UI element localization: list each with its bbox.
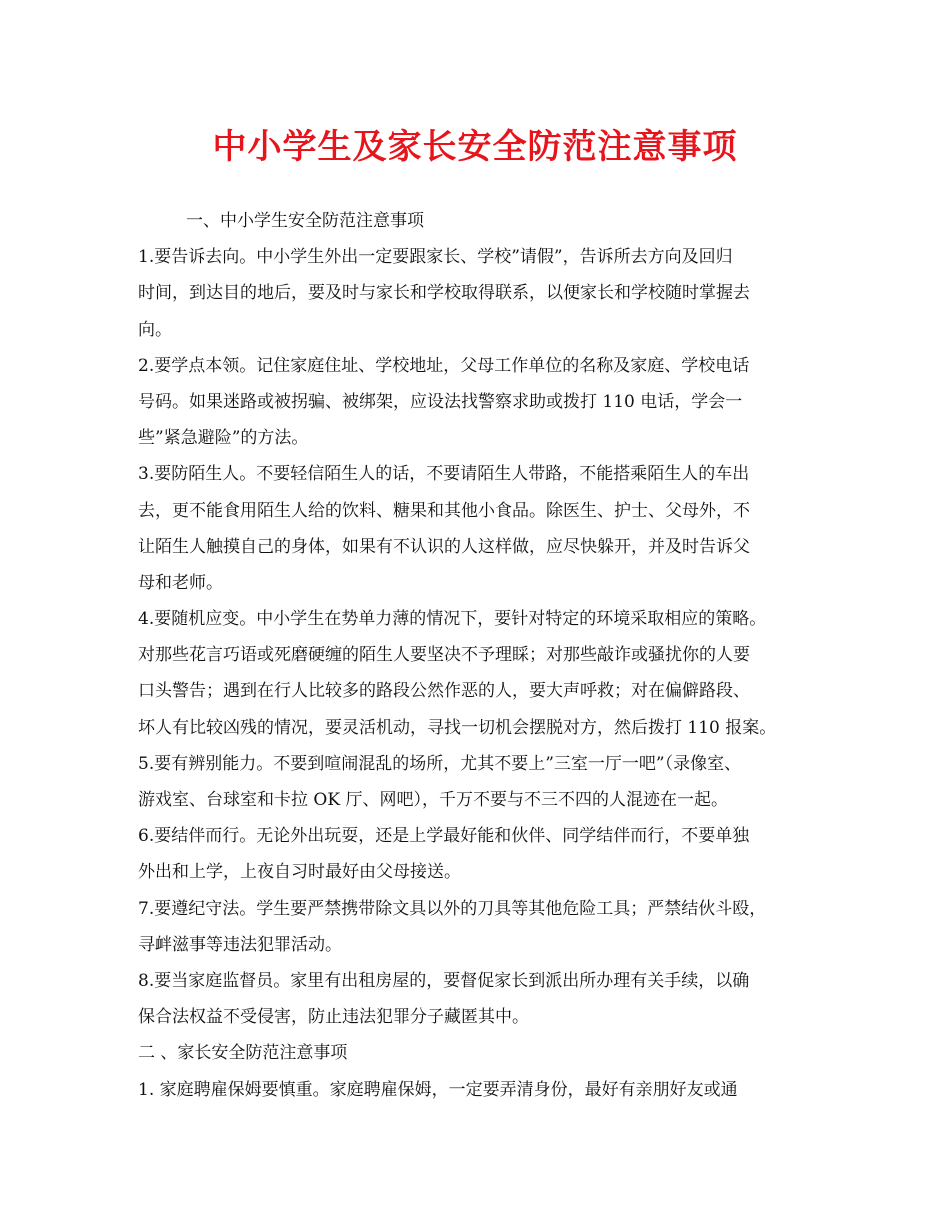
paragraph-line: 2.要学点本领。记住家庭住址、学校地址，父母工作单位的名称及家庭、学校电话 — [138, 355, 750, 376]
paragraph-line: 外出和上学，上夜自习时最好由父母接送。 — [138, 862, 461, 883]
paragraph-line: 时间，到达目的地后，要及时与家长和学校取得联系，以便家长和学校随时掌握去 — [138, 283, 750, 304]
section-heading-parents: 二 、家长安全防范注意事项 — [138, 1043, 348, 1064]
paragraph-line: 口头警告；遇到在行人比较多的路段公然作恶的人，要大声呼救；对在偏僻路段、 — [138, 681, 750, 702]
paragraph-line: 7.要遵纪守法。学生要严禁携带除文具以外的刀具等其他危险工具；严禁结伙斗殴， — [138, 898, 767, 919]
paragraph-line: 母和老师。 — [138, 572, 223, 593]
paragraph-line: 6.要结伴而行。无论外出玩耍，还是上学最好能和伙伴、同学结伴而行，不要单独 — [138, 826, 750, 847]
document-body — [138, 203, 823, 1108]
paragraph-line: 些”紧急避险”的方法。 — [138, 428, 309, 449]
paragraph-line: 游戏室、台球室和卡拉 OK 厅、网吧），千万不要与不三不四的人混迹在一起。 — [138, 790, 728, 810]
paragraph-line: 3.要防陌生人。不要轻信陌生人的话，不要请陌生人带路，不能搭乘陌生人的车出 — [138, 464, 750, 485]
document-title: 中小学生及家长安全防范注意事项 — [212, 127, 738, 167]
paragraph-line: 号码。如果迷路或被拐骗、被绑架，应设法找警察求助或拨打 110 电话，学会一 — [138, 391, 743, 412]
paragraph-line: 坏人有比较凶残的情况，要灵活机动，寻找一切机会摆脱对方，然后拨打 110 报案。 — [138, 717, 777, 738]
paragraph-line: 对那些花言巧语或死磨硬缠的陌生人要坚决不予理睬；对那些敲诈或骚扰你的人要 — [138, 645, 750, 666]
paragraph-line: 8.要当家庭监督员。家里有出租房屋的，要督促家长到派出所办理有关手续，以确 — [138, 970, 750, 991]
paragraph-line: 1. 家庭聘雇保姆要慎重。家庭聘雇保姆，一定要弄清身份，最好有亲朋好友或通 — [138, 1079, 738, 1100]
paragraph-line: 向。 — [138, 319, 172, 340]
paragraph-line: 寻衅滋事等违法犯罪活动。 — [138, 934, 342, 955]
paragraph-line: 4.要随机应变。中小学生在势单力薄的情况下，要针对特定的环境采取相应的策略。 — [138, 609, 767, 630]
paragraph-line: 去，更不能食用陌生人给的饮料、糖果和其他小食品。除医生、护士、父母外，不 — [138, 500, 750, 521]
paragraph-line: 5.要有辨别能力。不要到喧闹混乱的场所，尤其不要上”三室一厅一吧”（录像室、 — [138, 753, 742, 774]
paragraph-line: 让陌生人触摸自己的身体，如果有不认识的人这样做，应尽快躲开，并及时告诉父 — [138, 536, 750, 557]
paragraph-line: 保合法权益不受侵害，防止违法犯罪分子藏匿其中。 — [138, 1007, 529, 1028]
section-heading-students: 一、中小学生安全防范注意事项 — [186, 211, 424, 231]
paragraph-line: 1.要告诉去向。中小学生外出一定要跟家长、学校”请假”，告诉所去方向及回归 — [138, 247, 733, 268]
